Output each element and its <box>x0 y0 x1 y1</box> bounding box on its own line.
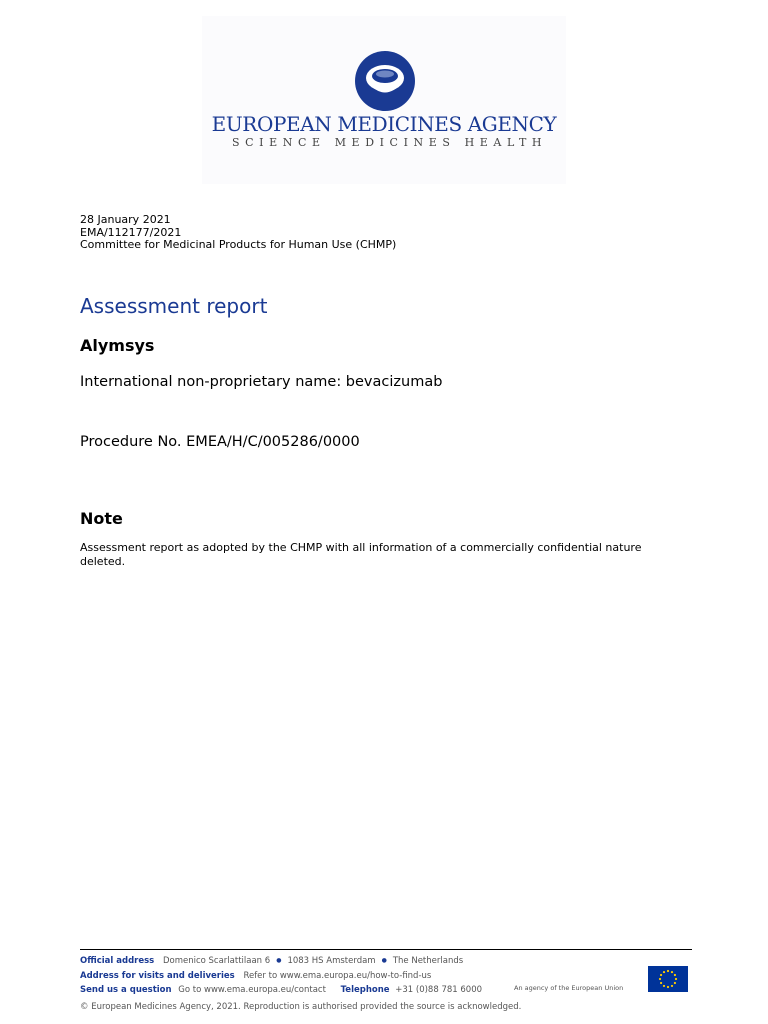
flag-star-icon <box>667 986 669 988</box>
committee-name: Committee for Medicinal Products for Human Use (CHMP) <box>80 238 397 251</box>
ema-emblem-icon <box>354 50 416 112</box>
address-street: Domenico Scarlattilaan 6 <box>162 956 271 966</box>
flag-star-icon <box>660 982 662 984</box>
address-country: The Netherlands <box>392 956 464 966</box>
footer <box>80 956 482 1000</box>
agency-tagline: SCIENCE MEDICINES HEALTH <box>232 136 548 149</box>
footer-divider <box>80 949 692 950</box>
telephone-value: +31 (0)88 781 6000 <box>395 985 483 995</box>
note-heading: Note <box>80 509 123 528</box>
copyright-notice: © European Medicines Agency, 2021. Reproduction is authorised provided the source is acknowledged. <box>80 1002 522 1012</box>
ema-logo <box>202 16 566 184</box>
official-address-label: Official address <box>80 956 155 966</box>
agency-name: EUROPEAN MEDICINES AGENCY <box>211 112 557 136</box>
telephone-label: Telephone <box>340 985 390 995</box>
document-date: 28 January 2021 <box>80 213 171 226</box>
footer-official-address <box>80 956 482 971</box>
question-label: Send us a question <box>80 985 172 995</box>
eu-flag-icon <box>648 966 688 992</box>
page-title: Assessment report <box>80 294 268 318</box>
footer-visits <box>80 971 482 986</box>
flag-star-icon <box>659 978 661 980</box>
visits-link[interactable]: Refer to www.ema.europa.eu/how-to-find-us <box>243 970 432 981</box>
flag-star-icon <box>671 971 673 973</box>
product-name: Alymsys <box>80 336 155 355</box>
eu-agency-note: An agency of the European Union <box>514 984 624 992</box>
flag-star-icon <box>674 974 676 976</box>
visits-label: Address for visits and deliveries <box>80 970 235 981</box>
flag-star-icon <box>674 982 676 984</box>
contact-link[interactable]: Go to www.ema.europa.eu/contact <box>178 985 326 995</box>
procedure-number: Procedure No. EMEA/H/C/005286/0000 <box>80 434 360 450</box>
flag-star-icon <box>667 970 669 972</box>
document-meta <box>80 214 396 252</box>
inn-line: International non-proprietary name: bevacizumab <box>80 374 443 390</box>
flag-star-icon <box>660 974 662 976</box>
document-reference: EMA/112177/2021 <box>80 225 182 239</box>
bullet-icon: ● <box>276 957 282 964</box>
bullet-icon: ● <box>381 957 387 964</box>
footer-contact <box>80 985 482 1000</box>
flag-star-icon <box>671 985 673 987</box>
note-text: Assessment report as adopted by the CHMP with all information of a commercially confidential nature deleted. <box>80 541 642 568</box>
flag-star-icon <box>663 971 665 973</box>
address-city: 1083 HS Amsterdam <box>287 956 376 966</box>
flag-star-icon <box>663 985 665 987</box>
flag-star-icon <box>675 978 677 980</box>
